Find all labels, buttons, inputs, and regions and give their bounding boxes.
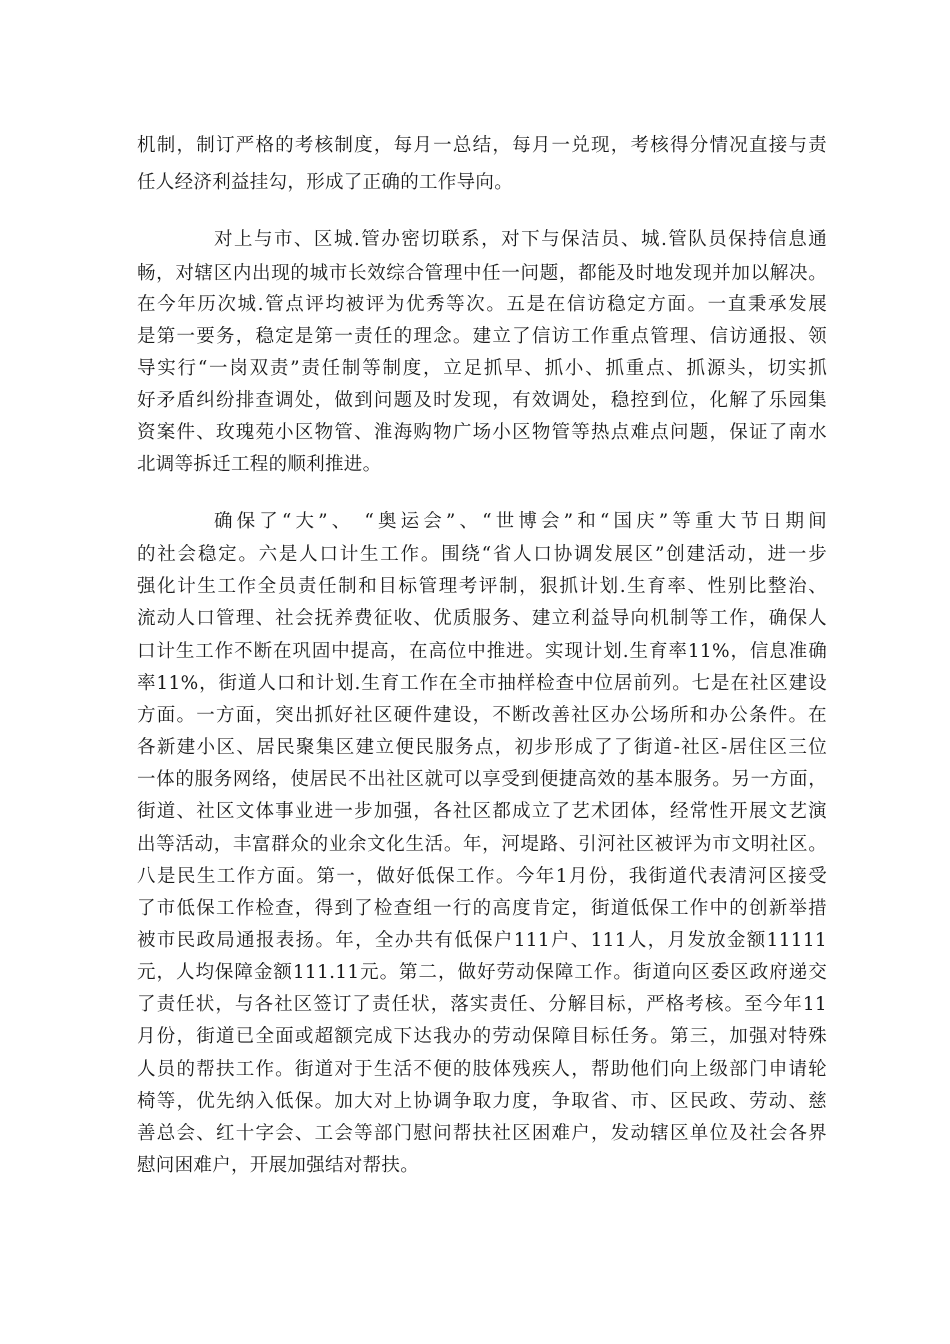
text-line: 月份，街道已全面或超额完成下达我办的劳动保障目标任务。第三，加强对特殊 [137,1026,827,1047]
text-line: 的社会稳定。六是人口计生工作。围绕“省人口协调发展区”创建活动，进一步 [137,544,827,565]
text-line: 北调等拆迁工程的顺利推进。 [137,454,382,475]
text-line: 畅，对辖区内出现的城市长效综合管理中任一问题，都能及时地发现并加以解决。 [137,263,827,284]
text-line: 资案件、玫瑰苑小区物管、淮海购物广场小区物管等热点难点问题，保证了南水 [137,422,827,443]
text-line: 方面。一方面，突出抓好社区硬件建设，不断改善社区办公场所和办公条件。在 [137,705,827,726]
text-line: 了责任状，与各社区签订了责任状，落实责任、分解目标，严格考核。至今年11 [137,994,827,1015]
text-line: 了市低保工作检查，得到了检查组一行的高度肯定，街道低保工作中的创新举措 [137,898,827,919]
text-line: 椅等，优先纳入低保。加大对上协调争取力度，争取省、市、区民政、劳动、慈 [137,1091,827,1112]
text-line: 八是民生工作方面。第一，做好低保工作。今年1月份，我街道代表清河区接受 [137,866,827,887]
text-line: 街道、社区文体事业进一步加强，各社区都成立了艺术团体，经常性开展文艺演 [137,801,827,822]
text-line: 出等活动，丰富群众的业余文化生活。年，河堤路、引河社区被评为市文明社区。 [137,834,827,855]
text-line: 强化计生工作全员责任制和目标管理考评制，狠抓计划.生育率、性别比整治、 [137,576,827,597]
text-line: 一体的服务网络，使居民不出社区就可以享受到便捷高效的基本服务。另一方面， [137,769,827,790]
text-line: 对上与市、区城.管办密切联系，对下与保洁员、城.管队员保持信息通 [214,229,827,250]
text-line: 元，人均保障金额111.11元。第二，做好劳动保障工作。街道向区委区政府递交 [137,962,827,983]
text-line: 流动人口管理、社会抚养费征收、优质服务、建立利益导向机制等工作，确保人 [137,608,827,629]
text-line: 在今年历次城.管点评均被评为优秀等次。五是在信访稳定方面。一直秉承发展 [137,294,827,315]
text-line: 导实行“一岗双责”责任制等制度，立足抓早、抓小、抓重点、抓源头，切实抓 [137,358,827,379]
text-line: 人员的帮扶工作。街道对于生活不便的肢体残疾人，帮助他们向上级部门申请轮 [137,1059,827,1080]
text-line: 好矛盾纠纷排查调处，做到问题及时发现，有效调处，稳控到位，化解了乐园集 [137,390,827,411]
text-line: 口计生工作不断在巩固中提高，在高位中推进。实现计划.生育率11%，信息准确 [137,641,827,662]
text-line: 善总会、红十字会、工会等部门慰问帮扶社区困难户，发动辖区单位及社会各界 [137,1123,827,1144]
text-line: 确保了“大”、 “奥运会”、“世博会”和“国庆”等重大节日期间 [214,511,827,532]
text-line: 慰问困难户，开展加强结对帮扶。 [137,1155,420,1176]
text-line: 各新建小区、居民聚集区建立便民服务点，初步形成了了街道-社区-居住区三位 [137,737,827,758]
text-line: 任人经济利益挂勾，形成了正确的工作导向。 [137,172,514,193]
text-line: 是第一要务，稳定是第一责任的理念。建立了信访工作重点管理、信访通报、领 [137,326,827,347]
text-line: 率11%，街道人口和计划.生育工作在全市抽样检查中位居前列。七是在社区建设 [137,673,827,694]
text-line: 被市民政局通报表扬。年，全办共有低保户111户、111人，月发放金额11111 [137,930,827,951]
text-line: 机制，制订严格的考核制度，每月一总结，每月一兑现，考核得分情况直接与责 [137,135,827,156]
